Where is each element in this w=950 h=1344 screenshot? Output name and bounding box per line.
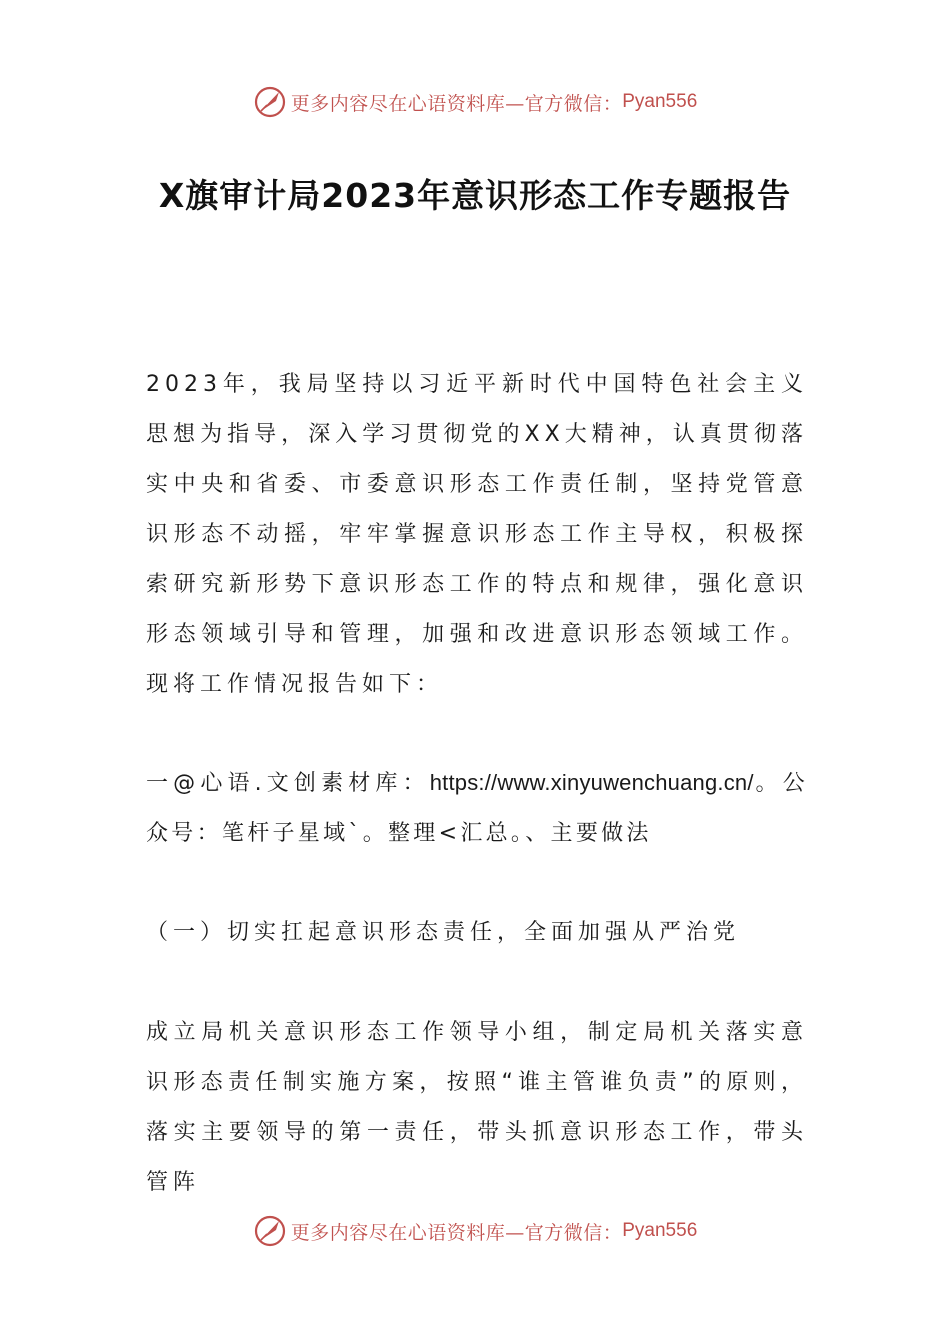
section-1-prefix: 一@心语.文创素材库：: [146, 771, 430, 796]
intro-paragraph: 2023年，我局坚持以习近平新时代中国特色社会主义思想为指导，深入学习贯彻党的XX大精神，认真贯彻落实中央和省委、市委意识形态工作责任制，坚持党管意识形态不动摇，牢牢掌握意识形态工作主导权，积极探索研究新形势下意识形态工作的特点和规律，强化意识形态领域引导和管理，加强和改进意识形态领域工作。现将工作情况报告如下：: [146, 372, 808, 697]
section-1-suffix: 。公众号：笔杆子星域`。整理<汇总。、主要做法: [146, 771, 809, 846]
document-title: X旗审计局2023年意识形态工作专题报告: [158, 176, 792, 215]
body-paragraph: 成立局机关意识形态工作领导小组，制定局机关落实意识形态责任制实施方案，按照“谁主管谁负责”的原则，落实主要领导的第一责任，带头抓意识形态工作，带头管阵: [146, 1020, 808, 1195]
section-1-heading: [146, 758, 808, 859]
watermark-wechat-id: Pyan556: [622, 91, 698, 112]
watermark-banner-bottom: [0, 1211, 950, 1251]
quill-logo-icon: [253, 1214, 287, 1248]
watermark-banner-top: [0, 82, 950, 122]
quill-logo-icon: [253, 85, 287, 119]
subheading-1: （一）切实扛起意识形态责任，全面加强从严治党: [146, 920, 741, 945]
watermark-text: 更多内容尽在心语资料库—官方微信：: [290, 1221, 623, 1244]
watermark-text: 更多内容尽在心语资料库—官方微信：: [290, 92, 623, 115]
watermark-wechat-id: Pyan556: [622, 1220, 698, 1241]
source-link[interactable]: https://www.xinyuwenchuang.cn/: [429, 770, 754, 795]
